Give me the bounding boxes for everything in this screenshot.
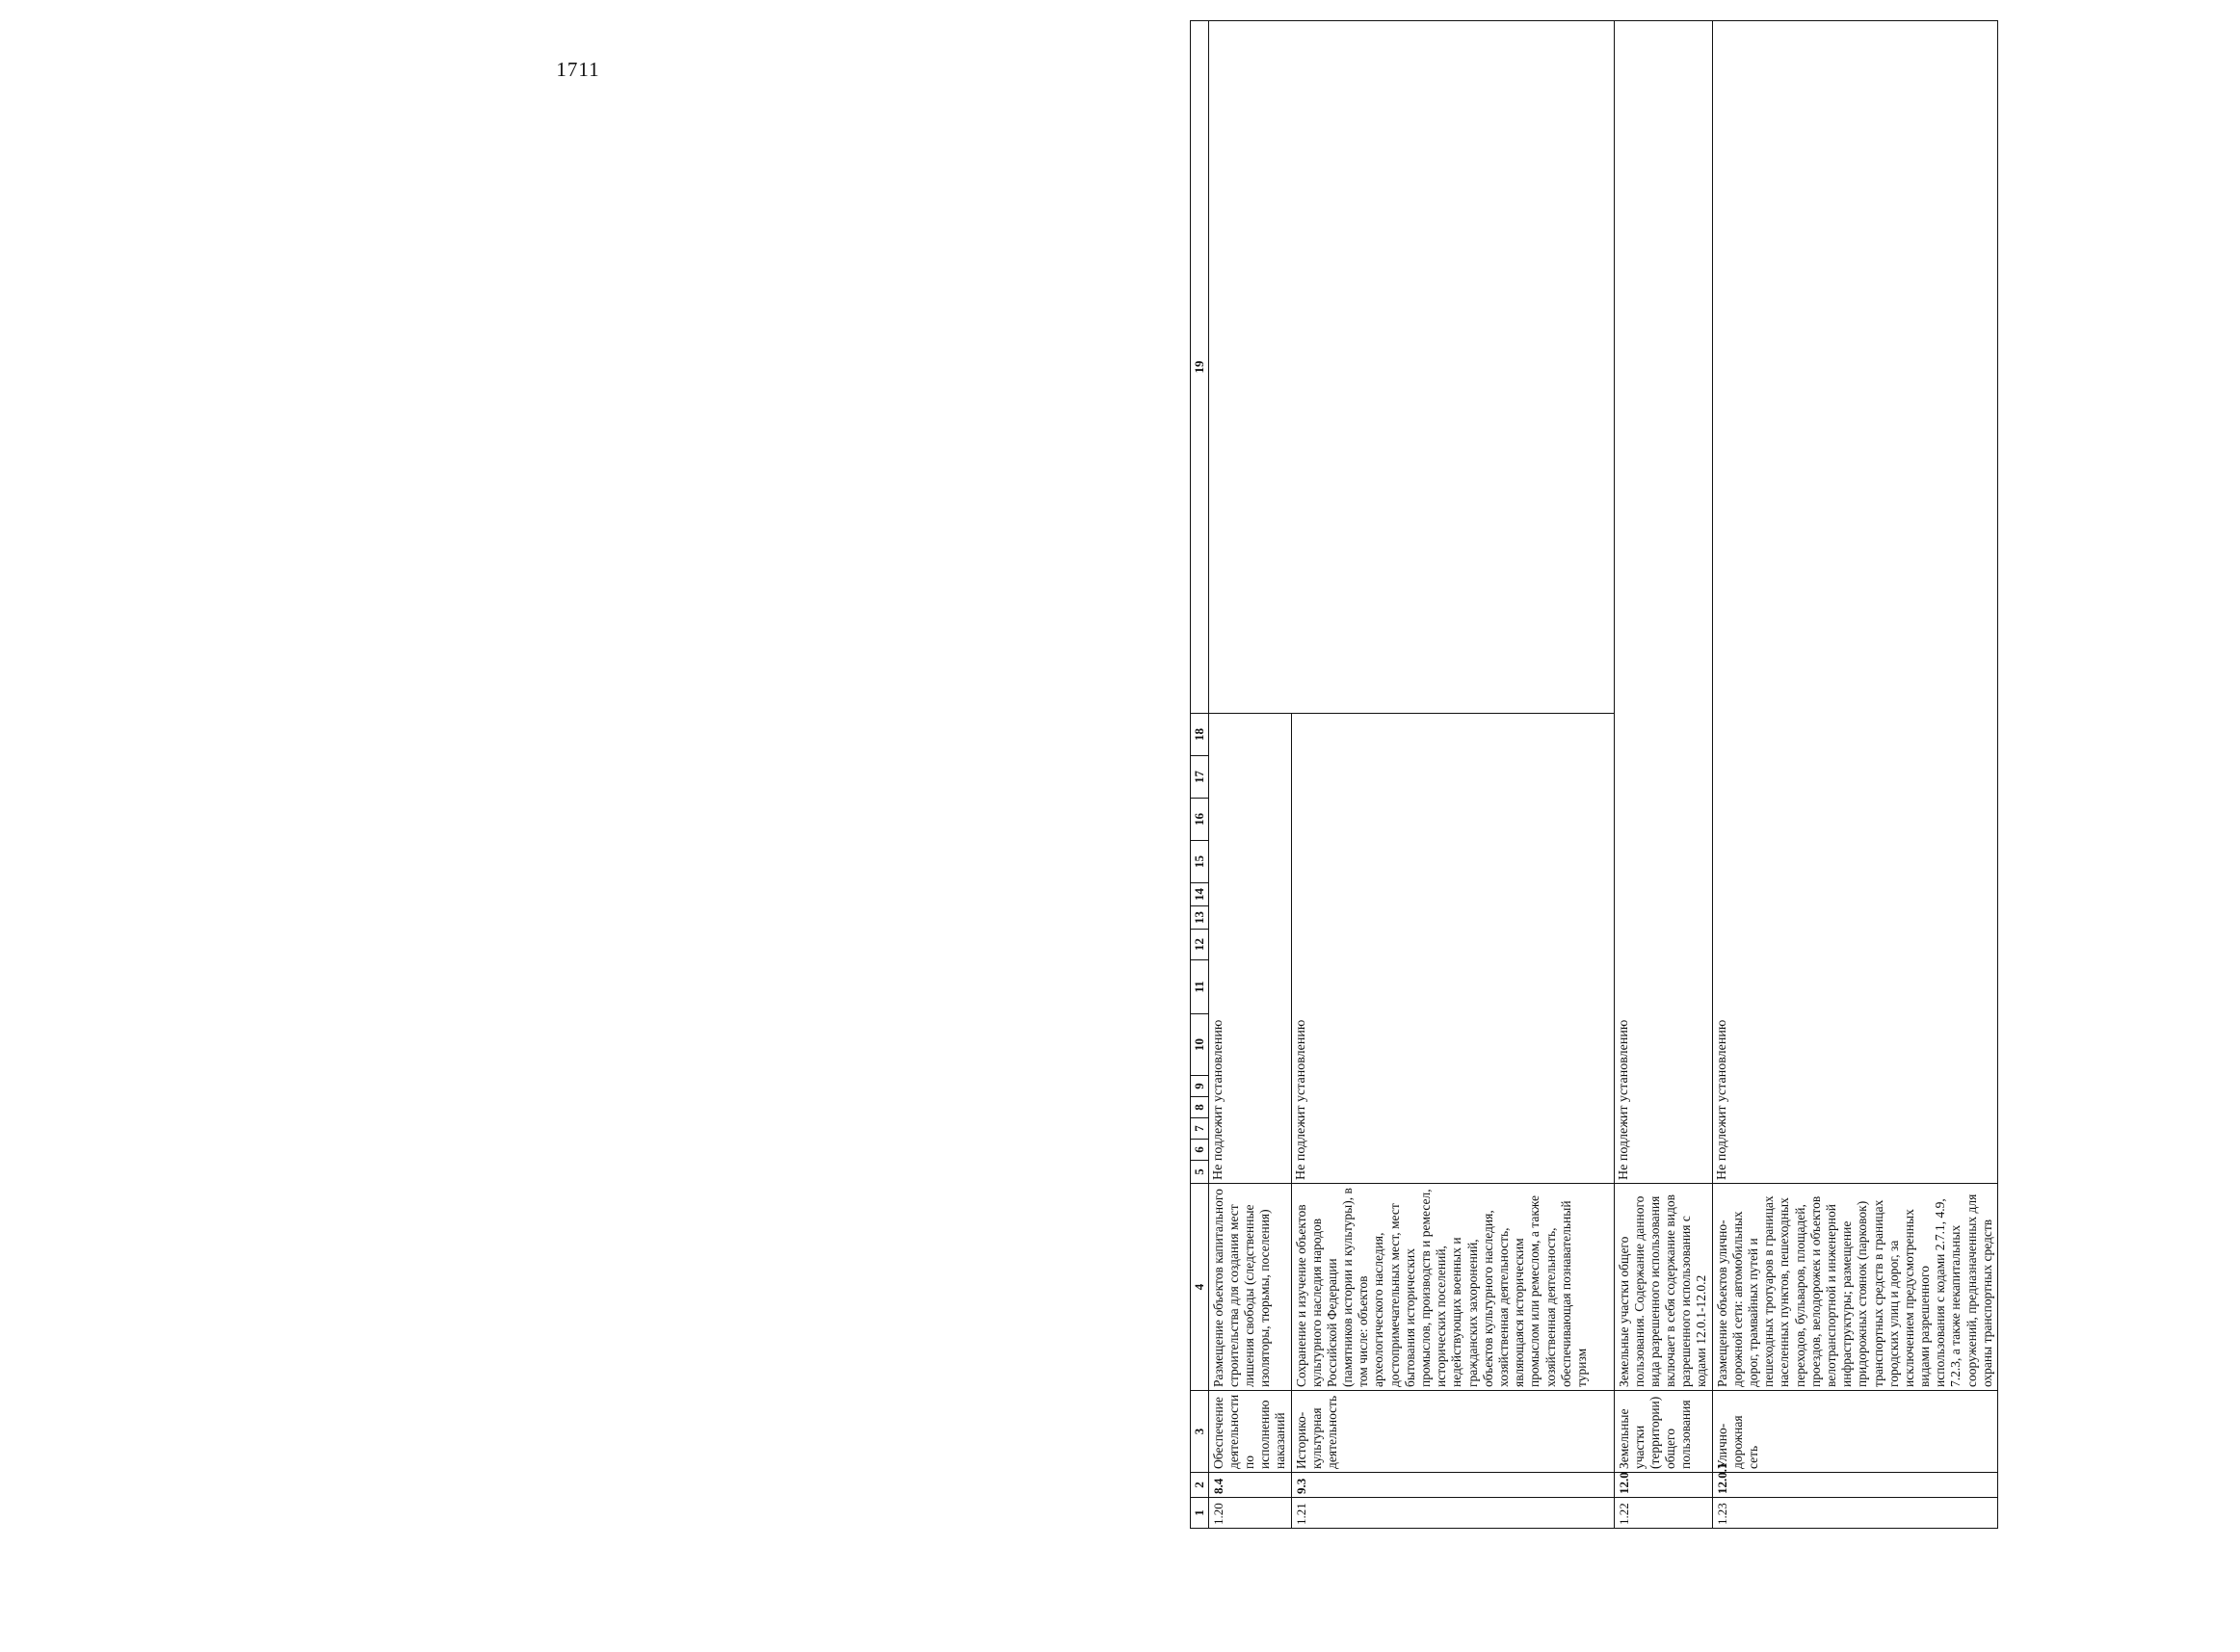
column-19-cell <box>1208 21 1614 714</box>
column-number: 3 <box>1191 1391 1209 1473</box>
column-number: 10 <box>1191 1014 1209 1076</box>
row-number: 1.23 <box>1712 1498 1997 1529</box>
use-code: 9.3 <box>1291 1473 1614 1498</box>
column-number: 5 <box>1191 1161 1209 1184</box>
column-number: 11 <box>1191 960 1209 1014</box>
parameters-note: Не подлежит установлению <box>1208 714 1291 1184</box>
use-name: Улично-дорожная сеть <box>1712 1391 1997 1473</box>
use-description: Размещение объектов капитального строительства для создания мест лишения свободы (следственные изоляторы, тюрьмы, поселения) <box>1208 1184 1291 1391</box>
page-number: 1711 <box>556 58 600 81</box>
use-name: Земельные участки (территории) общего пользования <box>1614 1391 1712 1473</box>
use-code: 12.0.1 <box>1712 1473 1997 1498</box>
column-number: 2 <box>1191 1473 1209 1498</box>
column-number: 12 <box>1191 930 1209 960</box>
parameters-note: Не подлежит установлению <box>1614 21 1712 1184</box>
column-number: 13 <box>1191 906 1209 930</box>
column-number: 19 <box>1191 21 1209 714</box>
table-row <box>1208 21 1291 1529</box>
row-number: 1.20 <box>1208 1498 1291 1529</box>
use-name: Обеспечение деятельности по исполнению наказаний <box>1208 1391 1291 1473</box>
use-name: Историко-культурная деятельность <box>1291 1391 1614 1473</box>
table-row <box>1614 21 1712 1529</box>
column-number: 17 <box>1191 756 1209 799</box>
column-number: 14 <box>1191 883 1209 906</box>
use-description: Сохранение и изучение объектов культурного наследия народов Российской Федерации (памятников истории и культуры), в том числе: объектов археологического наследия, достопримечательных мест, мест бытования исторических промыслов, производств и ремесел, исторических поселений, недействующих военных и гражданских захоронений, объектов культурного наследия, хозяйственная деятельность, являющаяся историческим промыслом или ремеслом, а также хозяйственная деятельность, обеспечивающая познавательный туризм <box>1291 1184 1614 1391</box>
column-number: 9 <box>1191 1076 1209 1097</box>
column-number: 7 <box>1191 1118 1209 1140</box>
column-number: 6 <box>1191 1140 1209 1161</box>
row-number: 1.21 <box>1291 1498 1614 1529</box>
column-number: 8 <box>1191 1097 1209 1118</box>
column-number: 1 <box>1191 1498 1209 1529</box>
parameters-note: Не подлежит установлению <box>1291 714 1614 1184</box>
table-row <box>1712 21 1997 1529</box>
use-description: Размещение объектов улично-дорожной сети: автомобильных дорог, трамвайных путей и пешеходных тротуаров в границах населенных пунктов, пешеходных переходов, бульваров, площадей, проездов, велодорожек и объектов велотранспортной и инженерной инфраструктуры; размещение придорожных стоянок (парковок) транспортных средств в границах городских улиц и дорог, за исключением предусмотренных видами разрешенного использования с кодами 2.7.1, 4.9, 7.2.3, а также некапитальных сооружений, предназначенных для охраны транспортных средств <box>1712 1184 1997 1391</box>
column-number-row <box>1191 21 1209 1529</box>
column-number: 4 <box>1191 1184 1209 1391</box>
column-number: 16 <box>1191 799 1209 841</box>
land-use-table-rotated <box>1190 103 2240 1529</box>
land-use-table <box>1190 20 1998 1529</box>
use-code: 12.0 <box>1614 1473 1712 1498</box>
use-code: 8.4 <box>1208 1473 1291 1498</box>
parameters-note: Не подлежит установлению <box>1712 21 1997 1184</box>
row-number: 1.22 <box>1614 1498 1712 1529</box>
use-description: Земельные участки общего пользования. Содержание данного вида разрешенного использования включает в себя содержание видов разрешенного использования с кодами 12.0.1-12.0.2 <box>1614 1184 1712 1391</box>
column-number: 15 <box>1191 841 1209 883</box>
column-number: 18 <box>1191 714 1209 756</box>
